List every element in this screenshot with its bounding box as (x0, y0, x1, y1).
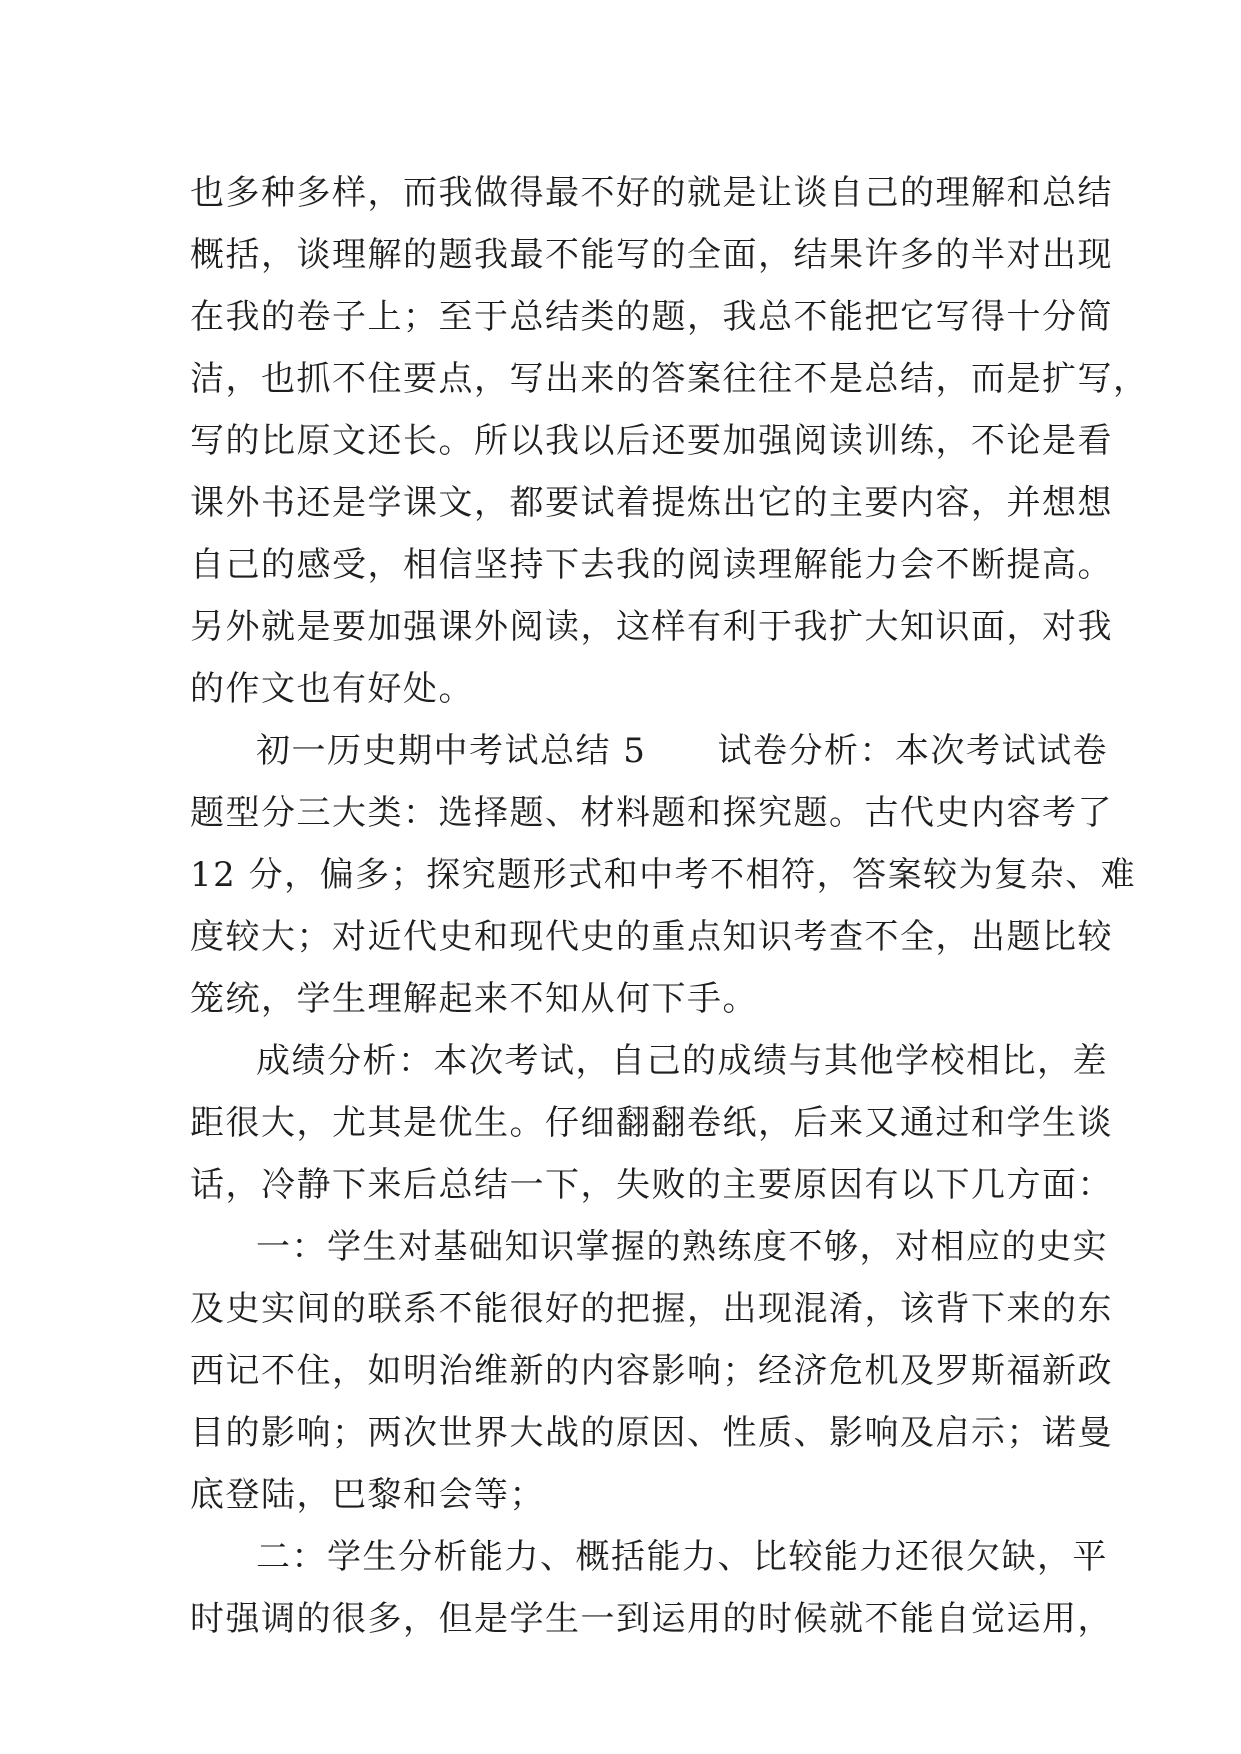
document-body (190, 162, 1149, 1650)
text-line: 概括，谈理解的题我最不能写的全面，结果许多的半对出现 (190, 235, 1113, 275)
text-line: 距很大，尤其是优生。仔细翻翻卷纸，后来又通过和学生谈 (190, 1103, 1113, 1143)
paragraph-start-line: 二：学生分析能力、概括能力、比较能力还很欠缺，平 (256, 1537, 1108, 1577)
paragraph-start-line: 成绩分析：本次考试，自己的成绩与其他学校相比，差 (256, 1041, 1108, 1081)
text-line: 在我的卷子上；至于总结类的题，我总不能把它写得十分简 (190, 297, 1113, 337)
text-line: 课外书还是学课文，都要试着提炼出它的主要内容，并想想 (190, 483, 1113, 523)
text-line: 话，冷静下来后总结一下，失败的主要原因有以下几方面： (190, 1165, 1113, 1205)
text-line: 也多种多样，而我做得最不好的就是让谈自己的理解和总结 (190, 173, 1113, 213)
text-line: 的作文也有好处。 (190, 669, 474, 709)
text-line: 自己的感受，相信坚持下去我的阅读理解能力会不断提高。 (190, 545, 1113, 585)
text-line: 度较大；对近代史和现代史的重点知识考查不全，出题比较 (190, 917, 1113, 957)
text-line: 洁，也抓不住要点，写出来的答案往往不是总结，而是扩写， (190, 359, 1149, 399)
text-line: 笼统，学生理解起来不知从何下手。 (190, 979, 758, 1019)
text-line: 另外就是要加强课外阅读，这样有利于我扩大知识面，对我 (190, 607, 1113, 647)
paragraph-start-line: 一：学生对基础知识掌握的熟练度不够，对相应的史实 (256, 1227, 1108, 1267)
text-line: 12 分，偏多；探究题形式和中考不相符，答案较为复杂、难 (190, 855, 1137, 895)
text-line: 写的比原文还长。所以我以后还要加强阅读训练，不论是看 (190, 421, 1113, 461)
paragraph-start-line: 初一历史期中考试总结 5 试卷分析：本次考试试卷 (256, 731, 1108, 771)
text-line: 底登陆，巴黎和会等； (190, 1475, 545, 1515)
text-line: 及史实间的联系不能很好的把握，出现混淆，该背下来的东 (190, 1289, 1113, 1329)
text-line: 题型分三大类：选择题、材料题和探究题。古代史内容考了 (190, 793, 1113, 833)
text-line: 时强调的很多，但是学生一到运用的时候就不能自觉运用， (190, 1599, 1113, 1639)
text-line: 目的影响；两次世界大战的原因、性质、影响及启示；诺曼 (190, 1413, 1113, 1453)
text-line: 西记不住，如明治维新的内容影响；经济危机及罗斯福新政 (190, 1351, 1113, 1391)
